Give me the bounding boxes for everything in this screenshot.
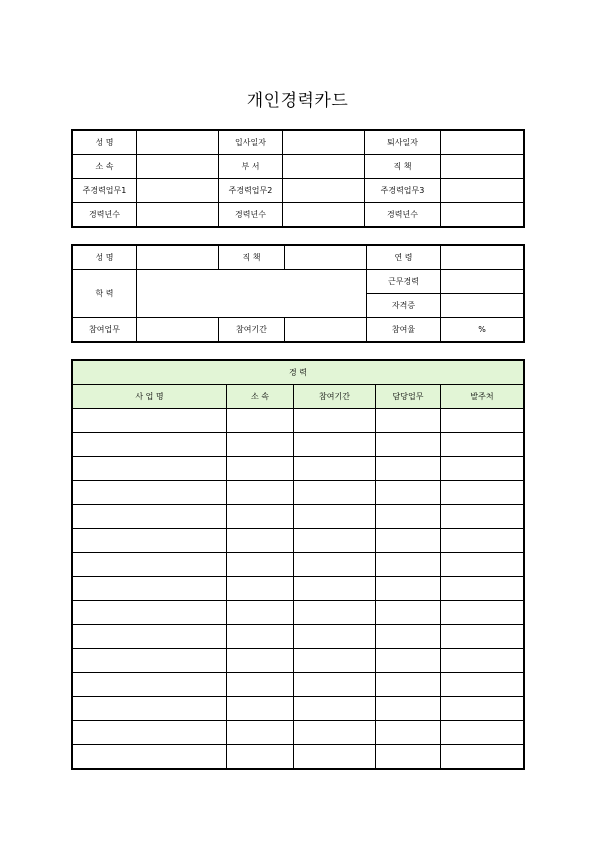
client-cell[interactable]: [441, 505, 524, 529]
field-main-task-1[interactable]: [137, 179, 219, 203]
table-row: [73, 673, 524, 697]
career-rows: [73, 409, 524, 769]
project-name-cell[interactable]: [73, 649, 227, 673]
client-cell[interactable]: [441, 673, 524, 697]
period-cell[interactable]: [294, 409, 376, 433]
task-cell[interactable]: [376, 409, 441, 433]
table-row: [73, 745, 524, 769]
project-name-cell[interactable]: [73, 577, 227, 601]
client-cell[interactable]: [441, 553, 524, 577]
task-cell[interactable]: [376, 481, 441, 505]
affiliation-cell[interactable]: [227, 433, 294, 457]
client-cell[interactable]: [441, 529, 524, 553]
field-leave-date[interactable]: [441, 131, 524, 155]
label-work-history: 근무경력: [367, 270, 441, 294]
affiliation-cell[interactable]: [227, 673, 294, 697]
period-cell[interactable]: [294, 625, 376, 649]
career-header: 경 력: [73, 361, 524, 385]
table-row: [73, 457, 524, 481]
basic-info-table: [72, 130, 524, 227]
client-cell[interactable]: [441, 697, 524, 721]
task-cell[interactable]: [376, 553, 441, 577]
client-cell[interactable]: [441, 457, 524, 481]
label-name: 성 명: [73, 131, 137, 155]
client-cell[interactable]: [441, 721, 524, 745]
period-cell[interactable]: [294, 649, 376, 673]
client-cell[interactable]: [441, 481, 524, 505]
period-cell[interactable]: [294, 457, 376, 481]
period-cell[interactable]: [294, 697, 376, 721]
table-row: [73, 649, 524, 673]
affiliation-cell[interactable]: [227, 553, 294, 577]
field-certificate[interactable]: [441, 294, 524, 318]
label-main-task-3: 주경력업무3: [365, 179, 441, 203]
affiliation-cell[interactable]: [227, 505, 294, 529]
period-cell[interactable]: [294, 601, 376, 625]
task-cell[interactable]: [376, 433, 441, 457]
label-participation-rate: 참여율: [367, 318, 441, 342]
project-name-cell[interactable]: [73, 601, 227, 625]
field-career-years-3[interactable]: [441, 203, 524, 227]
project-name-cell[interactable]: [73, 673, 227, 697]
project-name-cell[interactable]: [73, 553, 227, 577]
task-cell[interactable]: [376, 577, 441, 601]
label-position-2: 직 책: [219, 246, 285, 270]
affiliation-cell[interactable]: [227, 601, 294, 625]
field-main-task-3[interactable]: [441, 179, 524, 203]
label-leave-date: 퇴사일자: [365, 131, 441, 155]
label-position: 직 책: [365, 155, 441, 179]
table-row: [73, 481, 524, 505]
project-name-cell[interactable]: [73, 529, 227, 553]
field-participation-period[interactable]: [285, 318, 367, 342]
label-name-2: 성 명: [73, 246, 137, 270]
field-name-2[interactable]: [137, 246, 219, 270]
career-table: [72, 360, 524, 769]
project-name-cell[interactable]: [73, 457, 227, 481]
label-participation-task: 참여업무: [73, 318, 137, 342]
period-cell[interactable]: [294, 529, 376, 553]
table-row: [73, 577, 524, 601]
label-age: 연 령: [367, 246, 441, 270]
col-participation-period: 참여기간: [294, 385, 376, 409]
task-cell[interactable]: [376, 697, 441, 721]
period-cell[interactable]: [294, 433, 376, 457]
label-career-years-3: 경력년수: [365, 203, 441, 227]
project-name-cell[interactable]: [73, 625, 227, 649]
task-cell[interactable]: [376, 601, 441, 625]
col-affiliation: 소 속: [227, 385, 294, 409]
period-cell[interactable]: [294, 721, 376, 745]
period-cell[interactable]: [294, 673, 376, 697]
project-name-cell[interactable]: [73, 721, 227, 745]
affiliation-cell[interactable]: [227, 409, 294, 433]
task-cell[interactable]: [376, 673, 441, 697]
label-main-task-1: 주경력업무1: [73, 179, 137, 203]
task-cell[interactable]: [376, 625, 441, 649]
table-row: [73, 505, 524, 529]
field-department[interactable]: [283, 155, 365, 179]
field-position-2[interactable]: [285, 246, 367, 270]
affiliation-cell[interactable]: [227, 457, 294, 481]
project-name-cell[interactable]: [73, 505, 227, 529]
client-cell[interactable]: [441, 601, 524, 625]
project-name-cell[interactable]: [73, 745, 227, 769]
label-affiliation: 소 속: [73, 155, 137, 179]
col-client: 발주처: [441, 385, 524, 409]
period-cell[interactable]: [294, 481, 376, 505]
table-row: [73, 697, 524, 721]
label-certificate: 자격증: [367, 294, 441, 318]
project-name-cell[interactable]: [73, 433, 227, 457]
period-cell[interactable]: [294, 745, 376, 769]
table-row: [73, 529, 524, 553]
affiliation-cell[interactable]: [227, 721, 294, 745]
affiliation-cell[interactable]: [227, 697, 294, 721]
label-education: 학 력: [73, 270, 137, 318]
col-project-name: 사 업 명: [73, 385, 227, 409]
task-cell[interactable]: [376, 721, 441, 745]
task-cell[interactable]: [376, 529, 441, 553]
field-affiliation[interactable]: [137, 155, 219, 179]
affiliation-cell[interactable]: [227, 649, 294, 673]
client-cell[interactable]: [441, 409, 524, 433]
affiliation-cell[interactable]: [227, 529, 294, 553]
field-participation-rate[interactable]: %: [441, 318, 524, 342]
table-row: [73, 409, 524, 433]
field-age[interactable]: [441, 246, 524, 270]
field-main-task-2[interactable]: [283, 179, 365, 203]
col-assigned-task: 담당업무: [376, 385, 441, 409]
period-cell[interactable]: [294, 553, 376, 577]
label-hire-date: 입사일자: [219, 131, 283, 155]
field-career-years-2[interactable]: [283, 203, 365, 227]
field-participation-task[interactable]: [137, 318, 219, 342]
field-education[interactable]: [137, 270, 367, 318]
affiliation-cell[interactable]: [227, 745, 294, 769]
field-name[interactable]: [137, 131, 219, 155]
personal-details-table: [72, 245, 524, 342]
project-name-cell[interactable]: [73, 481, 227, 505]
label-career-years-1: 경력년수: [73, 203, 137, 227]
project-name-cell[interactable]: [73, 409, 227, 433]
client-cell[interactable]: [441, 745, 524, 769]
field-hire-date[interactable]: [283, 131, 365, 155]
field-work-history[interactable]: [441, 270, 524, 294]
client-cell[interactable]: [441, 433, 524, 457]
field-career-years-1[interactable]: [137, 203, 219, 227]
table-row: [73, 553, 524, 577]
task-cell[interactable]: [376, 649, 441, 673]
task-cell[interactable]: [376, 745, 441, 769]
affiliation-cell[interactable]: [227, 481, 294, 505]
client-cell[interactable]: [441, 577, 524, 601]
client-cell[interactable]: [441, 649, 524, 673]
table-row: [73, 433, 524, 457]
table-row: [73, 625, 524, 649]
project-name-cell[interactable]: [73, 697, 227, 721]
affiliation-cell[interactable]: [227, 577, 294, 601]
task-cell[interactable]: [376, 457, 441, 481]
page-title: 개인경력카드: [246, 91, 349, 111]
field-position[interactable]: [441, 155, 524, 179]
table-row: [73, 601, 524, 625]
client-cell[interactable]: [441, 625, 524, 649]
label-department: 부 서: [219, 155, 283, 179]
period-cell[interactable]: [294, 505, 376, 529]
table-row: [73, 721, 524, 745]
label-participation-period: 참여기간: [219, 318, 285, 342]
affiliation-cell[interactable]: [227, 625, 294, 649]
task-cell[interactable]: [376, 505, 441, 529]
period-cell[interactable]: [294, 577, 376, 601]
label-main-task-2: 주경력업무2: [219, 179, 283, 203]
label-career-years-2: 경력년수: [219, 203, 283, 227]
